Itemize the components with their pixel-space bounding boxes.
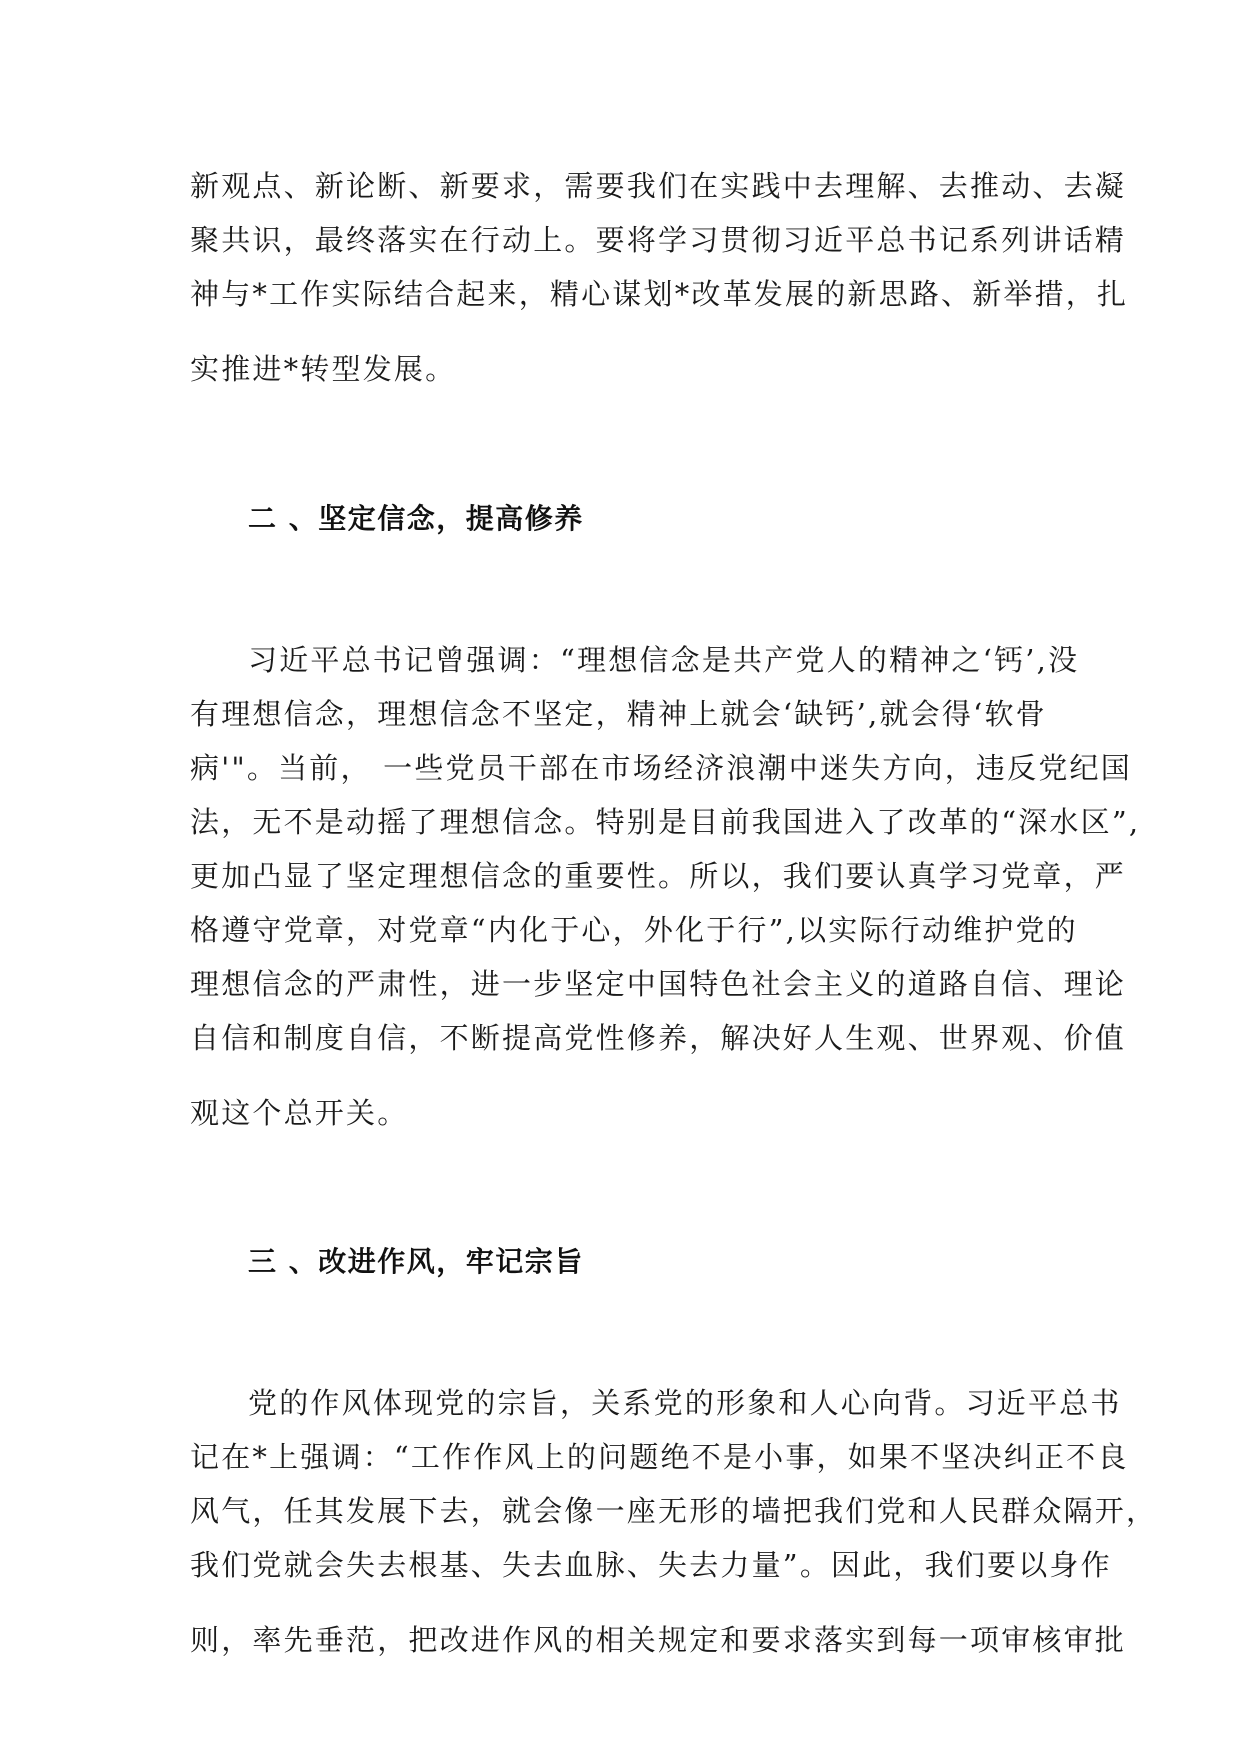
section-heading: 二 、坚定信念，提高修养 [248,502,584,535]
paragraph-line: 风气，任其发展下去，就会像一座无形的墙把我们党和人民群众隔开， [190,1494,1158,1528]
paragraph-line: 法，无不是动摇了理想信念。特别是目前我国进入了改革的“深水区”, [190,805,1141,839]
section-heading: 三 、改进作风，牢记宗旨 [248,1245,584,1278]
paragraph-line: 习近平总书记曾强调：“理想信念是共产党人的精神之‘钙’,没 [248,643,1080,677]
paragraph-line: 病'"。当前， 一些党员干部在市场经济浪潮中迷失方向，违反党纪国 [190,751,1132,785]
paragraph-line: 新观点、新论断、新要求，需要我们在实践中去理解、去推动、去凝 [190,169,1127,203]
paragraph-line: 则，率先垂范，把改进作风的相关规定和要求落实到每一项审核审批 [190,1623,1127,1657]
paragraph-line: 理想信念的严肃性，进一步坚定中国特色社会主义的道路自信、理论 [190,967,1127,1001]
paragraph-line: 记在*上强调：“工作作风上的问题绝不是小事，如果不坚决纠正不良 [190,1440,1129,1474]
paragraph-line: 格遵守党章，对党章“内化于心，外化于行”,以实际行动维护党的 [190,913,1078,947]
paragraph-line: 有理想信念，理想信念不坚定，精神上就会‘缺钙’,就会得‘软骨 [190,697,1047,731]
paragraph-line: 更加凸显了坚定理想信念的重要性。所以，我们要认真学习党章，严 [190,859,1127,893]
paragraph-line: 自信和制度自信，不断提高党性修养，解决好人生观、世界观、价值 [190,1021,1127,1055]
paragraph-line: 我们党就会失去根基、失去血脉、失去力量”。因此，我们要以身作 [190,1548,1112,1582]
paragraph-line: 实推进*转型发展。 [190,352,457,386]
paragraph-line: 聚共识，最终落实在行动上。要将学习贯彻习近平总书记系列讲话精 [190,223,1127,257]
paragraph-line: 党的作风体现党的宗旨，关系党的形象和人心向背。习近平总书 [248,1386,1122,1420]
paragraph-line: 观这个总开关。 [190,1096,409,1130]
paragraph-line: 神与*工作实际结合起来，精心谋划*改革发展的新思路、新举措，扎 [190,277,1129,311]
